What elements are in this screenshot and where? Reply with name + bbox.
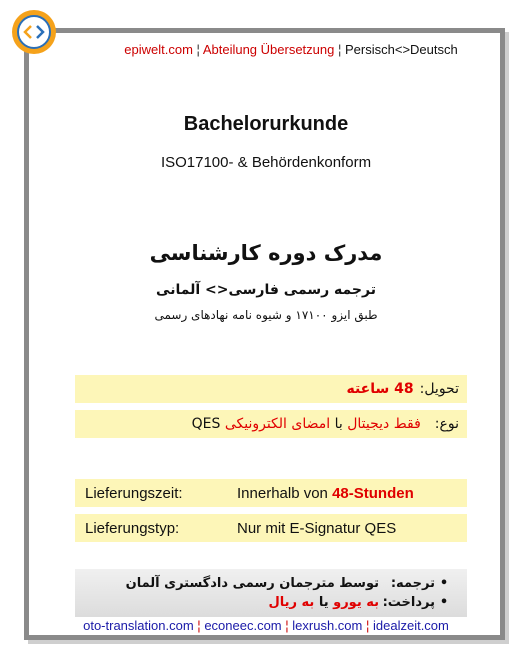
separator: ¦ <box>365 618 370 633</box>
translation-label: ترجمه: <box>390 576 435 591</box>
code-brackets-logo-icon[interactable] <box>12 10 56 54</box>
separator: ¦ <box>285 618 289 633</box>
fa-type-label: نوع: <box>434 416 459 432</box>
fa-type-qes: QES <box>191 416 221 432</box>
de-type-value: Nur mit E-Signatur QES <box>237 519 397 537</box>
link-language-pair[interactable]: Persisch<>Deutsch <box>345 42 458 57</box>
de-delivery-label: Lieferungszeit: <box>85 484 183 502</box>
page-subtitle: ISO17100- & Behördenkonform <box>160 154 372 171</box>
list-item <box>75 593 453 612</box>
header-links <box>60 42 522 57</box>
de-type-label: Lieferungstyp: <box>85 519 180 537</box>
bullet: • <box>439 595 449 610</box>
fa-type-digital: فقط دیجیتال <box>347 416 421 432</box>
fa-type-row <box>75 410 467 438</box>
fa-delivery-label: تحویل: <box>419 381 459 397</box>
subtitle2-fa: طبق ایزو ۱۷۱۰۰ و شیوه نامه نهادهای رسمی <box>154 308 378 322</box>
de-delivery-value: 48-Stunden <box>332 484 414 502</box>
translation-value: توسط مترجمان رسمی دادگستری آلمان <box>125 576 379 591</box>
bullet: • <box>439 576 449 591</box>
title-fa: مدرک دوره کارشناسی <box>149 241 383 265</box>
translation-payment-box <box>75 569 467 617</box>
footer-links <box>28 618 504 633</box>
de-delivery-prefix: Innerhalb von <box>237 484 328 502</box>
payment-euro: به یورو <box>333 595 379 610</box>
fa-type-with: با <box>334 416 343 432</box>
link-abteilung[interactable]: Abteilung Übersetzung <box>202 42 335 57</box>
link-idealzeit[interactable]: idealzeit.com <box>373 618 449 633</box>
payment-or: یا <box>318 595 329 610</box>
link-lexrush[interactable]: lexrush.com <box>292 618 363 633</box>
payment-rial: به ریال <box>268 595 315 610</box>
fa-delivery-value: 48 ساعته <box>346 381 414 397</box>
separator: ¦ <box>196 42 200 57</box>
de-type-row <box>75 514 467 542</box>
payment-label: پرداخت: <box>382 595 435 610</box>
link-oto-translation[interactable]: oto-translation.com <box>83 618 194 633</box>
page-title: Bachelorurkunde <box>183 113 349 135</box>
fa-type-esign: امضای الکترونیکی <box>224 416 331 432</box>
separator: ¦ <box>197 618 201 633</box>
fa-delivery-row <box>75 375 467 403</box>
link-econeec[interactable]: econeec.com <box>204 618 282 633</box>
list-item <box>75 574 453 593</box>
link-epiwelt[interactable]: epiwelt.com <box>124 42 193 57</box>
separator: ¦ <box>337 42 342 57</box>
subtitle-fa: ترجمه رسمی فارسی<> آلمانی <box>156 282 376 298</box>
de-delivery-row <box>75 479 467 507</box>
